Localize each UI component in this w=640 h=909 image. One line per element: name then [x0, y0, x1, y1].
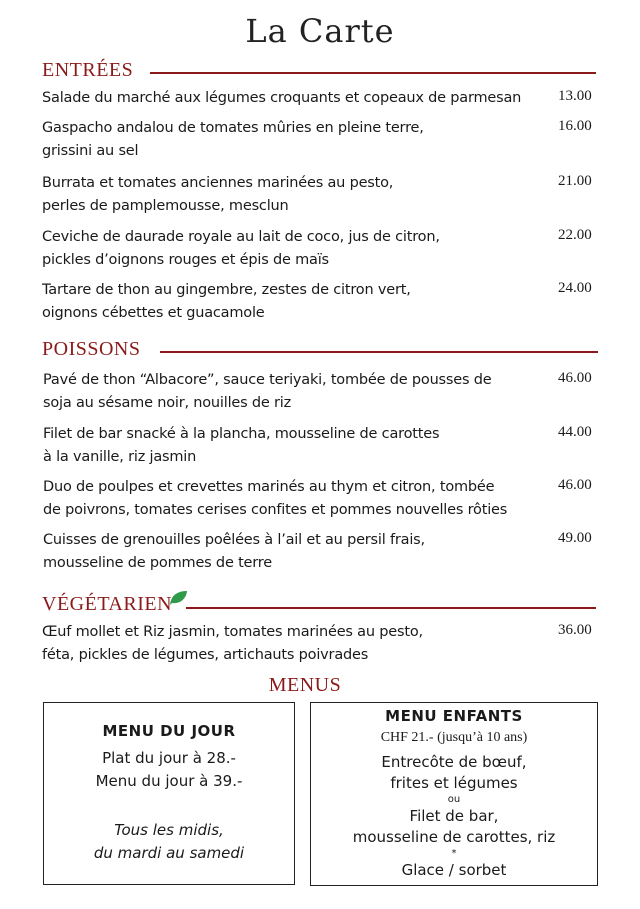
menu-line: Entrecôte de bœuf,	[381, 753, 527, 771]
menu-enfants-box	[310, 702, 598, 886]
item-price: 44.00	[558, 424, 592, 440]
page-title: La Carte	[245, 12, 395, 50]
item-description: soja au sésame noir, nouilles de riz	[43, 395, 292, 411]
menu-du-jour-box	[43, 702, 295, 885]
menu-line: Menu du jour à 39.-	[95, 772, 243, 790]
menu-item	[42, 279, 552, 325]
item-price: 13.00	[558, 88, 592, 104]
section-heading-entrees: ENTRÉES	[42, 59, 134, 81]
section-heading-vegetarien: VÉGÉTARIEN	[42, 593, 173, 615]
item-description: Pavé de thon “Albacore”, sauce teriyaki, tombée de pousses de	[43, 372, 492, 388]
menu-line: mousseline de carottes, riz	[352, 828, 556, 846]
item-description: Œuf mollet et Riz jasmin, tomates marinées au pesto,	[42, 624, 423, 640]
menu-enfants-price: CHF 21.- (jusqu’à 10 ans)	[380, 730, 528, 745]
item-description: Salade du marché aux légumes croquants et copeaux de parmesan	[42, 90, 522, 106]
menu-note: Tous les midis,	[114, 821, 224, 839]
item-price: 36.00	[558, 622, 592, 638]
menu-item	[43, 529, 563, 575]
menu-note: du mardi au samedi	[93, 844, 245, 862]
divider	[160, 351, 598, 353]
menu-item	[42, 117, 552, 163]
menu-item	[43, 369, 563, 415]
divider	[186, 607, 596, 609]
item-description: Burrata et tomates anciennes marinées au pesto,	[42, 175, 394, 191]
menu-line: frites et légumes	[390, 774, 518, 792]
item-description: à la vanille, riz jasmin	[43, 449, 197, 465]
menu-du-jour-title: MENU DU JOUR	[102, 722, 236, 740]
section-heading-poissons: POISSONS	[42, 338, 141, 360]
menu-or: ou	[447, 794, 461, 805]
item-description: perles de pamplemousse, mesclun	[42, 198, 289, 214]
item-description: oignons cébettes et guacamole	[42, 305, 265, 321]
menu-enfants-title: MENU ENFANTS	[385, 707, 523, 725]
menu-item	[42, 172, 552, 218]
menu-item	[42, 621, 552, 667]
menu-item	[42, 87, 552, 110]
item-description: Duo de poulpes et crevettes marinés au thym et citron, tombée	[43, 479, 495, 495]
item-description: Ceviche de daurade royale au lait de coco, jus de citron,	[42, 229, 440, 245]
menu-line: Filet de bar,	[409, 807, 499, 825]
item-price: 46.00	[558, 370, 592, 386]
item-description: de poivrons, tomates cerises confites et pommes nouvelles rôties	[43, 502, 508, 518]
menu-item	[42, 226, 552, 272]
item-price: 49.00	[558, 530, 592, 546]
item-description: Filet de bar snacké à la plancha, mousseline de carottes	[43, 426, 440, 442]
item-price: 24.00	[558, 280, 592, 296]
section-heading-menus: MENUS	[268, 674, 342, 696]
leaf-icon	[168, 590, 188, 606]
menu-line: Plat du jour à 28.-	[102, 749, 236, 767]
item-description: Tartare de thon au gingembre, zestes de citron vert,	[42, 282, 411, 298]
item-description: pickles d’oignons rouges et épis de maïs	[42, 252, 329, 268]
item-price: 22.00	[558, 227, 592, 243]
item-description: grissini au sel	[42, 143, 139, 159]
menu-item	[43, 423, 563, 469]
divider	[150, 72, 596, 74]
item-price: 21.00	[558, 173, 592, 189]
item-description: féta, pickles de légumes, artichauts poivrades	[42, 647, 369, 663]
item-price: 46.00	[558, 477, 592, 493]
item-description: Gaspacho andalou de tomates mûries en pleine terre,	[42, 120, 424, 136]
item-description: mousseline de pommes de terre	[43, 555, 272, 571]
menu-item	[43, 476, 563, 522]
menu-line: Glace / sorbet	[401, 861, 507, 879]
item-description: Cuisses de grenouilles poêlées à l’ail et au persil frais,	[43, 532, 425, 548]
item-price: 16.00	[558, 118, 592, 134]
menu-separator: *	[451, 848, 457, 859]
